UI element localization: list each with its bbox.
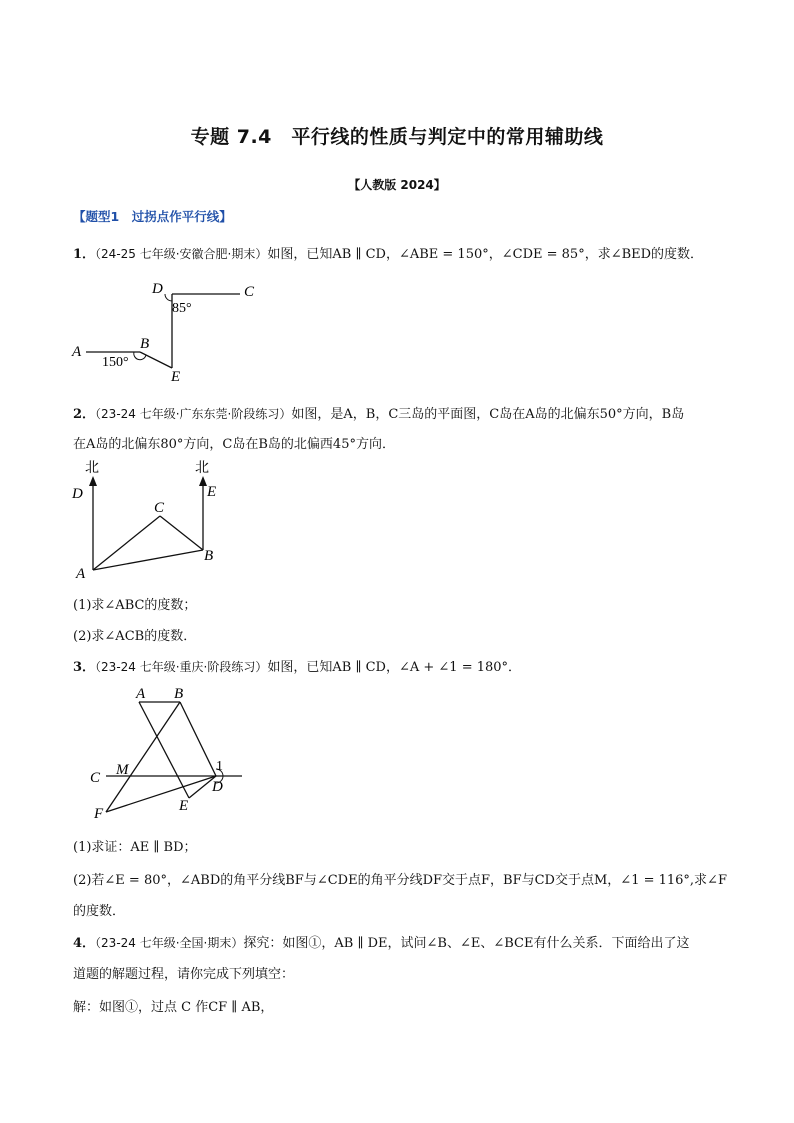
question-2-cont: 在A岛的北偏东80°方向，C岛在B岛的北偏西45°方向．: [73, 437, 395, 452]
point-label-e: E: [179, 798, 189, 814]
angle-label-150: 150°: [102, 355, 129, 370]
segment-bd: [180, 702, 216, 776]
angle-label-85: 85°: [172, 301, 192, 316]
page-title: 专题 7.4 平行线的性质与判定中的常用辅助线: [190, 126, 604, 148]
point-label-d: D: [72, 486, 83, 502]
segment-cb: [160, 516, 203, 550]
question-1: [73, 243, 703, 262]
question-3: [73, 656, 521, 675]
question-number: 1．: [73, 247, 96, 262]
question-number: 2．: [73, 407, 96, 422]
segment-ac: [93, 516, 160, 570]
point-label-b: B: [140, 336, 150, 352]
question-number: 3．: [73, 660, 96, 675]
question-source: （23-24 七年级·全国·期末）: [95, 936, 244, 950]
segment-ab: [93, 550, 203, 570]
figure-2: [68, 456, 238, 582]
segment-ae: [139, 702, 189, 798]
question-2: [73, 403, 684, 422]
question-number: 4．: [73, 936, 96, 951]
question-source: （23-24 七年级·重庆·阶段练习）: [95, 660, 268, 674]
north-label-2: 北: [195, 461, 209, 476]
angle-arc-b: [134, 352, 146, 360]
point-label-b: B: [204, 548, 214, 564]
question-3-part-1: (1)求证：AE ∥ BD；: [73, 840, 197, 855]
question-source: （23-24 七年级·广东东莞·阶段练习）: [95, 407, 292, 421]
line-be: [140, 352, 172, 368]
point-label-e: E: [171, 369, 181, 385]
question-source: （24-25 七年级·安徽合肥·期末）: [95, 247, 268, 261]
point-label-m: M: [116, 762, 129, 778]
figure-3: [84, 684, 246, 820]
figure-1: [68, 274, 268, 386]
question-4-solution: 解：如图①，过点 C 作CF ∥ AB，: [73, 1000, 274, 1015]
question-text: 如图，是A，B，C三岛的平面图，C岛在A岛的北偏东50°方向，B岛: [291, 407, 685, 422]
point-label-c: C: [244, 284, 255, 300]
question-2-part-1: (1)求∠ABC的度数；: [73, 598, 197, 613]
north-arrow-a: [89, 476, 97, 486]
question-4-cont: 道题的解题过程，请你完成下列填空：: [73, 967, 295, 982]
point-label-f: F: [94, 806, 104, 820]
point-label-a: A: [136, 686, 146, 702]
point-label-b: B: [174, 686, 184, 702]
question-text: 如图，已知AB ∥ CD，∠ABE = 150°，∠CDE = 85°，求∠BED的度数．: [267, 247, 704, 262]
question-text: 如图，已知AB ∥ CD，∠A + ∠1 = 180°．: [267, 660, 522, 675]
edition-label: 【人教版 2024】: [348, 178, 446, 192]
angle-label-1: 1: [216, 759, 223, 774]
question-3-part-2-cont: 的度数．: [73, 904, 126, 919]
point-label-a: A: [72, 344, 82, 360]
question-3-part-2: (2)若∠E = 80°，∠ABD的角平分线BF与∠CDE的角平分线DF交于点F，BF与CD交于点M，∠1 = 116°,求∠F: [73, 873, 727, 888]
question-text: 探究：如图①，AB ∥ DE，试问∠B、∠E、∠BCE有什么关系．下面给出了这: [243, 936, 690, 951]
segment-bf: [106, 702, 180, 812]
question-2-part-2: (2)求∠ACB的度数．: [73, 629, 197, 644]
north-label-1: 北: [85, 461, 99, 476]
point-label-e: E: [207, 484, 217, 500]
north-arrow-b: [199, 476, 207, 486]
point-label-c: C: [154, 500, 165, 516]
point-label-d: D: [212, 779, 223, 795]
question-4: [73, 932, 689, 951]
point-label-d: D: [152, 281, 163, 297]
segment-fd: [106, 776, 216, 812]
section-heading: 【题型1 过拐点作平行线】: [73, 209, 232, 224]
point-label-a: A: [76, 566, 86, 582]
point-label-c: C: [90, 770, 101, 786]
angle-arc-d: [165, 294, 172, 301]
